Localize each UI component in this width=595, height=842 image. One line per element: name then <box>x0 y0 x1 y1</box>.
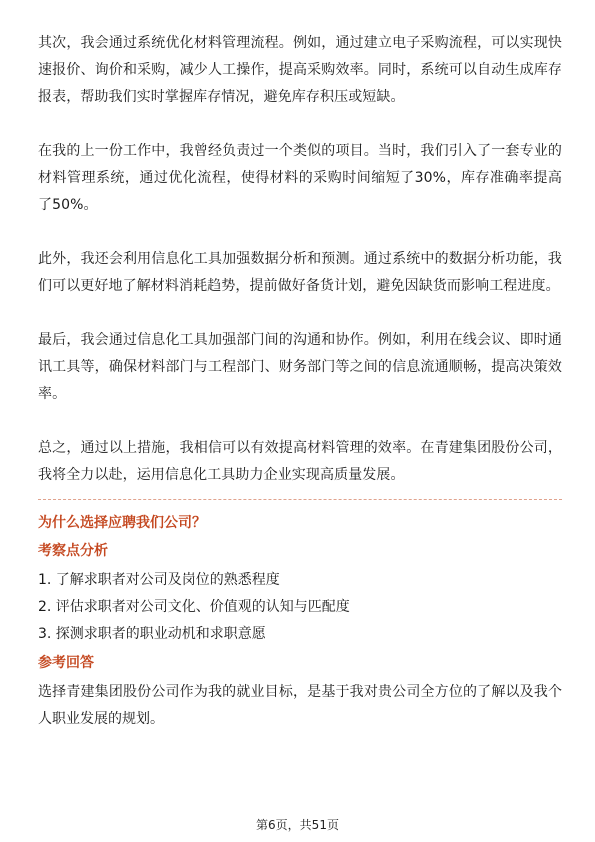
analysis-item: 3. 探测求职者的职业动机和求职意愿 <box>38 626 266 642</box>
body-paragraph-2: 在我的上一份工作中，我曾经负责过一个类似的项目。当时，我们引入了一套专业的材料管理系统，通过优化流程，使得材料的采购时间缩短了30%，库存准确率提高了50%。 <box>38 143 562 213</box>
analysis-title: 考察点分析 <box>38 543 108 559</box>
body-paragraph-4: 最后，我会通过信息化工具加强部门间的沟通和协作。例如，利用在线会议、即时通讯工具等，确保材料部门与工程部门、财务部门等之间的信息流通顺畅，提高决策效率。 <box>38 332 562 402</box>
page-number: 第6页，共51页 <box>256 818 339 832</box>
question-title: 为什么选择应聘我们公司？ <box>38 515 206 531</box>
answer-title: 参考回答 <box>38 655 94 671</box>
section-divider <box>38 499 562 500</box>
body-paragraph-5: 总之，通过以上措施，我相信可以有效提高材料管理的效率。在青建集团股份公司，我将全力以赴，运用信息化工具助力企业实现高质量发展。 <box>38 440 562 483</box>
analysis-item: 1. 了解求职者对公司及岗位的熟悉程度 <box>38 572 280 588</box>
analysis-item: 2. 评估求职者对公司文化、价值观的认知与匹配度 <box>38 599 350 615</box>
body-paragraph-1: 其次，我会通过系统优化材料管理流程。例如，通过建立电子采购流程，可以实现快速报价、询价和采购，减少人工操作，提高采购效率。同时，系统可以自动生成库存报表，帮助我们实时掌握库存情况，避免库存积压或短缺。 <box>38 35 562 105</box>
document-page <box>38 30 562 733</box>
answer-text: 选择青建集团股份公司作为我的就业目标，是基于我对贵公司全方位的了解以及我个人职业发展的规划。 <box>38 684 562 727</box>
analysis-list <box>38 567 562 648</box>
body-paragraph-3: 此外，我还会利用信息化工具加强数据分析和预测。通过系统中的数据分析功能，我们可以更好地了解材料消耗趋势，提前做好备货计划，避免因缺货而影响工程进度。 <box>38 251 562 294</box>
